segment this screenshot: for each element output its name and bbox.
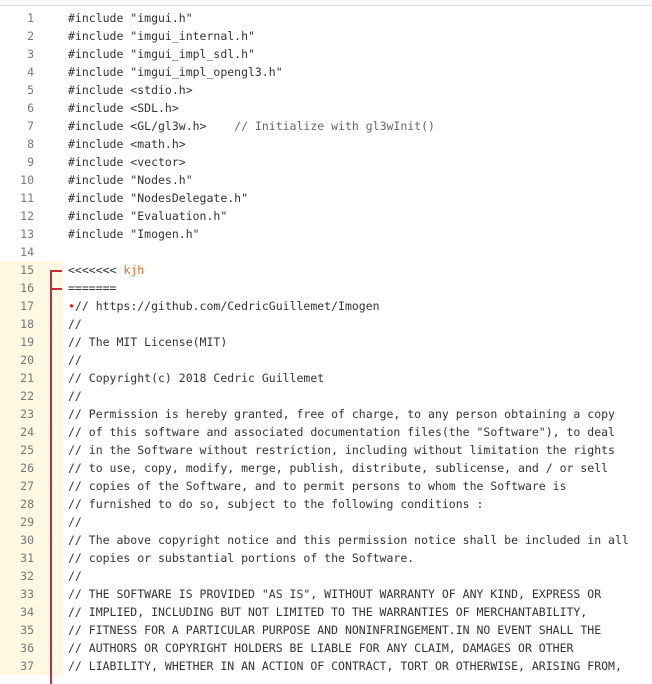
code-line[interactable]: [0, 117, 652, 135]
code-content: #include <stdio.h>: [68, 83, 193, 97]
code-content: #include "imgui_impl_opengl3.h": [68, 65, 283, 79]
code-line[interactable]: [0, 207, 652, 225]
code-text: [68, 603, 587, 621]
line-number: 22: [20, 389, 34, 403]
line-number: 3: [27, 47, 34, 61]
code-line[interactable]: [0, 135, 652, 153]
line-gutter: [0, 153, 63, 171]
code-text: [68, 459, 608, 477]
code-line[interactable]: [0, 81, 652, 99]
line-number: 37: [20, 659, 34, 673]
line-number: 13: [20, 227, 34, 241]
line-gutter: [0, 657, 63, 675]
code-line[interactable]: [0, 63, 652, 81]
line-number: 28: [20, 497, 34, 511]
line-number: 29: [20, 515, 34, 529]
code-content: // The MIT License(MIT): [68, 335, 228, 349]
code-line[interactable]: [0, 621, 652, 639]
line-gutter: [0, 495, 63, 513]
breakpoint-dot-icon[interactable]: •: [68, 299, 75, 313]
code-text: [68, 117, 435, 135]
line-number: 10: [20, 173, 34, 187]
code-line[interactable]: [0, 441, 652, 459]
line-gutter: [0, 9, 63, 27]
line-gutter: [0, 513, 63, 531]
line-gutter: [0, 369, 63, 387]
code-text: [68, 153, 186, 171]
code-line[interactable]: [0, 603, 652, 621]
line-gutter: [0, 567, 63, 585]
line-number: 5: [27, 83, 34, 97]
code-text: [68, 135, 186, 153]
code-line[interactable]: [0, 495, 652, 513]
code-line[interactable]: [0, 225, 652, 243]
code-content: #include "Evaluation.h": [68, 209, 228, 223]
code-text: [68, 189, 248, 207]
code-text: [68, 63, 283, 81]
code-content: // furnished to do so, subject to the following conditions :: [68, 497, 484, 511]
code-content: #include "Nodes.h": [68, 173, 193, 187]
line-gutter: [0, 351, 63, 369]
line-gutter: [0, 135, 63, 153]
line-number: 30: [20, 533, 34, 547]
line-number: 12: [20, 209, 34, 223]
code-line[interactable]: [0, 405, 652, 423]
code-line[interactable]: [0, 189, 652, 207]
code-line[interactable]: [0, 657, 652, 675]
code-text: [68, 639, 573, 657]
line-gutter: [0, 81, 63, 99]
code-text: [68, 369, 324, 387]
code-content: //: [68, 515, 82, 529]
code-content: #include "Imogen.h": [68, 227, 200, 241]
line-number: 11: [20, 191, 34, 205]
code-line[interactable]: [0, 369, 652, 387]
code-text: [68, 495, 483, 513]
code-line[interactable]: [0, 567, 652, 585]
line-gutter: [0, 27, 63, 45]
line-gutter: [0, 405, 63, 423]
code-content: // FITNESS FOR A PARTICULAR PURPOSE AND NONINFRINGEMENT.IN NO EVENT SHALL THE: [68, 623, 602, 637]
code-line[interactable]: [0, 243, 652, 261]
line-number: 18: [20, 317, 34, 331]
line-number: 9: [27, 155, 34, 169]
code-line[interactable]: [0, 459, 652, 477]
code-line[interactable]: [0, 171, 652, 189]
code-content: //: [68, 317, 82, 331]
code-line[interactable]: [0, 333, 652, 351]
line-gutter: [0, 585, 63, 603]
code-content: //: [68, 353, 82, 367]
code-text: [68, 585, 601, 603]
code-line[interactable]: [0, 351, 652, 369]
code-content: // AUTHORS OR COPYRIGHT HOLDERS BE LIABLE FOR ANY CLAIM, DAMAGES OR OTHER: [68, 641, 574, 655]
line-gutter: [0, 441, 63, 459]
line-number: 20: [20, 353, 34, 367]
line-number: 35: [20, 623, 34, 637]
code-line[interactable]: [0, 315, 652, 333]
inline-comment: // Initialize with gl3wInit(): [234, 119, 435, 133]
line-gutter: [0, 639, 63, 657]
code-line[interactable]: [0, 297, 652, 315]
line-gutter: [0, 189, 63, 207]
line-number: 23: [20, 407, 34, 421]
code-content: // of this software and associated documentation files(the "Software"), to deal: [68, 425, 615, 439]
line-number: 24: [20, 425, 34, 439]
line-number: 4: [27, 65, 34, 79]
code-text: [68, 513, 82, 531]
line-number: 32: [20, 569, 34, 583]
line-number: 14: [20, 245, 34, 259]
line-gutter: [0, 387, 63, 405]
line-gutter: [0, 297, 63, 315]
code-text: [68, 207, 227, 225]
code-content: <<<<<<<: [68, 263, 124, 277]
code-text: [68, 27, 255, 45]
code-text: [68, 333, 227, 351]
code-content: #include "imgui.h": [68, 11, 193, 25]
code-text: [68, 531, 629, 549]
code-line[interactable]: [0, 27, 652, 45]
line-gutter: [0, 243, 63, 261]
code-content: // LIABILITY, WHETHER IN AN ACTION OF CONTRACT, TORT OR OTHERWISE, ARISING FROM,: [68, 659, 622, 673]
code-line[interactable]: [0, 513, 652, 531]
line-gutter: [0, 459, 63, 477]
line-number: 8: [27, 137, 34, 151]
line-gutter: [0, 333, 63, 351]
line-number: 15: [20, 263, 34, 277]
line-gutter: [0, 45, 63, 63]
code-content: #include <vector>: [68, 155, 186, 169]
code-text: [68, 81, 193, 99]
line-gutter: [0, 315, 63, 333]
code-text: [68, 567, 82, 585]
conflict-bracket-tick: [50, 288, 62, 290]
code-text: [68, 441, 615, 459]
code-text: [68, 387, 82, 405]
code-content: // Copyright(c) 2018 Cedric Guillemet: [68, 371, 325, 385]
conflict-marker-label: kjh: [123, 263, 145, 277]
code-content: #include <SDL.h>: [68, 101, 179, 115]
code-content: // The above copyright notice and this permission notice shall be included in all: [68, 533, 629, 547]
code-line[interactable]: [0, 387, 652, 405]
code-content: // copies of the Software, and to permit persons to whom the Software is: [68, 479, 567, 493]
line-gutter: [0, 531, 63, 549]
line-gutter: [0, 603, 63, 621]
line-number: 26: [20, 461, 34, 475]
line-number: 25: [20, 443, 34, 457]
code-text: [68, 261, 144, 279]
code-text: [68, 621, 601, 639]
line-number: 1: [27, 11, 34, 25]
code-text: [68, 657, 622, 675]
code-editor[interactable]: [0, 9, 652, 675]
code-text: [68, 477, 567, 495]
line-gutter: [0, 225, 63, 243]
top-toolbar-strip: [0, 0, 652, 6]
line-number: 31: [20, 551, 34, 565]
code-line[interactable]: [0, 477, 652, 495]
code-line[interactable]: [0, 585, 652, 603]
code-text: [68, 45, 255, 63]
line-number: 17: [20, 299, 34, 313]
code-line[interactable]: [0, 153, 652, 171]
code-line[interactable]: [0, 45, 652, 63]
line-gutter: [0, 63, 63, 81]
line-gutter: [0, 549, 63, 567]
code-text: [68, 405, 615, 423]
line-number: 7: [27, 119, 34, 133]
line-gutter: [0, 477, 63, 495]
code-content: #include <math.h>: [68, 137, 186, 151]
code-text: [68, 297, 380, 315]
line-number: 34: [20, 605, 34, 619]
code-content: // https://github.com/CedricGuillemet/Imogen: [74, 299, 380, 313]
line-number: 16: [20, 281, 34, 295]
code-text: [68, 225, 200, 243]
code-line[interactable]: [0, 9, 652, 27]
code-text: [68, 423, 615, 441]
line-gutter: [0, 171, 63, 189]
code-text: [68, 549, 414, 567]
line-gutter: [0, 117, 63, 135]
code-text: [68, 351, 82, 369]
code-content: #include "NodesDelegate.h": [68, 191, 249, 205]
code-content: // in the Software without restriction, including without limitation the rights: [68, 443, 615, 457]
code-line[interactable]: [0, 639, 652, 657]
code-text: [68, 279, 116, 297]
code-content: // THE SOFTWARE IS PROVIDED "AS IS", WITHOUT WARRANTY OF ANY KIND, EXPRESS OR: [68, 587, 602, 601]
conflict-bracket-tick: [50, 270, 62, 272]
code-content: // to use, copy, modify, merge, publish, distribute, sublicense, and / or sell: [68, 461, 609, 475]
code-line[interactable]: [0, 549, 652, 567]
code-text: [68, 315, 82, 333]
code-line[interactable]: [0, 423, 652, 441]
line-number: 2: [27, 29, 34, 43]
code-content: #include <GL/gl3w.h>: [68, 119, 235, 133]
code-content: // Permission is hereby granted, free of charge, to any person obtaining a copy: [68, 407, 615, 421]
code-content: =======: [68, 281, 117, 295]
line-number: 6: [27, 101, 34, 115]
code-line[interactable]: [0, 99, 652, 117]
code-text: [68, 171, 193, 189]
code-line[interactable]: [0, 279, 652, 297]
code-text: [68, 9, 193, 27]
code-line[interactable]: [0, 531, 652, 549]
code-content: // IMPLIED, INCLUDING BUT NOT LIMITED TO THE WARRANTIES OF MERCHANTABILITY,: [68, 605, 588, 619]
line-gutter: [0, 423, 63, 441]
line-gutter: [0, 99, 63, 117]
conflict-bracket-line: [50, 270, 52, 684]
code-content: //: [68, 389, 82, 403]
line-gutter: [0, 207, 63, 225]
line-number: 27: [20, 479, 34, 493]
code-content: #include "imgui_impl_sdl.h": [68, 47, 255, 61]
line-number: 19: [20, 335, 34, 349]
line-number: 21: [20, 371, 34, 385]
code-line[interactable]: [0, 261, 652, 279]
line-gutter: [0, 621, 63, 639]
code-content: #include "imgui_internal.h": [68, 29, 255, 43]
code-text: [68, 99, 179, 117]
line-number: 33: [20, 587, 34, 601]
code-content: //: [68, 569, 82, 583]
line-number: 36: [20, 641, 34, 655]
code-content: // copies or substantial portions of the Software.: [68, 551, 415, 565]
